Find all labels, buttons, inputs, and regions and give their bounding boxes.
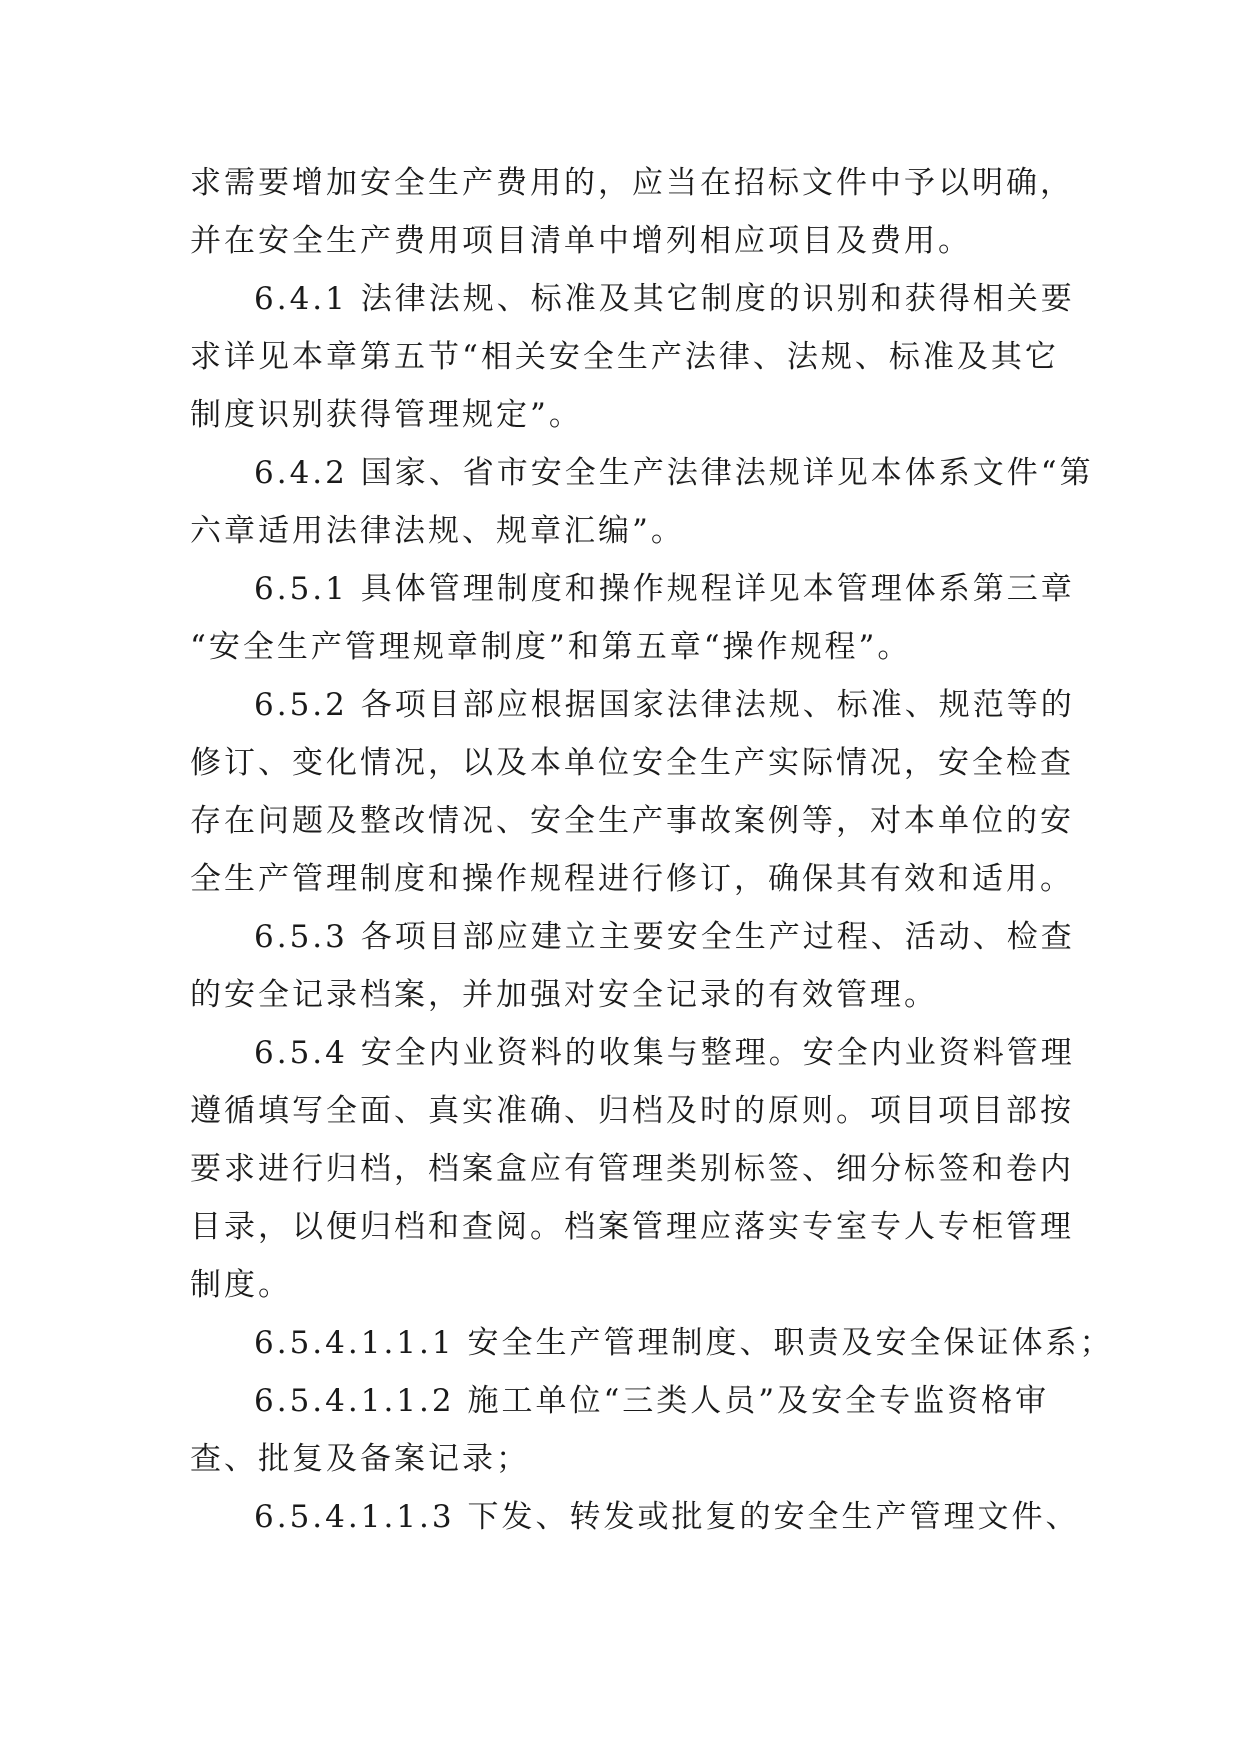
- text-line: 存在问题及整改情况、安全生产事故案例等，对本单位的安: [190, 803, 1074, 839]
- text-line: 的安全记录档案，并加强对安全记录的有效管理。: [190, 977, 938, 1013]
- text-line: 全生产管理制度和操作规程进行修订，确保其有效和适用。: [190, 861, 1074, 897]
- text-line: 查、批复及备案记录；: [190, 1441, 530, 1477]
- text-line: 六章适用法律法规、规章汇编”。: [190, 513, 685, 549]
- text-line: 求详见本章第五节“相关安全生产法律、法规、标准及其它: [190, 339, 1059, 375]
- text-line: 求需要增加安全生产费用的，应当在招标文件中予以明确，: [190, 165, 1074, 201]
- text-line: 6.5.3 各项目部应建立主要安全生产过程、活动、检查: [254, 919, 1075, 955]
- text-line: 6.5.4.1.1.2 施工单位“三类人员”及安全专监资格审: [254, 1383, 1050, 1419]
- text-line: 6.5.1 具体管理制度和操作规程详见本管理体系第三章: [254, 571, 1075, 607]
- text-line: 并在安全生产费用项目清单中增列相应项目及费用。: [190, 223, 972, 259]
- text-line: 遵循填写全面、真实准确、归档及时的原则。项目项目部按: [190, 1093, 1074, 1129]
- text-line: 6.5.4.1.1.1 安全生产管理制度、职责及安全保证体系；: [254, 1325, 1114, 1361]
- text-line: 制度识别获得管理规定”。: [190, 397, 583, 433]
- text-line: 6.5.4 安全内业资料的收集与整理。安全内业资料管理: [254, 1035, 1075, 1071]
- text-line: 6.5.4.1.1.3 下发、转发或批复的安全生产管理文件、: [254, 1499, 1080, 1535]
- text-line: 6.4.2 国家、省市安全生产法律法规详见本体系文件“第: [254, 455, 1094, 491]
- text-line: 6.5.2 各项目部应根据国家法律法规、标准、规范等的: [254, 687, 1075, 723]
- text-line: 修订、变化情况，以及本单位安全生产实际情况，安全检查: [190, 745, 1074, 781]
- text-line: 要求进行归档，档案盒应有管理类别标签、细分标签和卷内: [190, 1151, 1074, 1187]
- text-line: 6.4.1 法律法规、标准及其它制度的识别和获得相关要: [254, 281, 1075, 317]
- text-line: 目录，以便归档和查阅。档案管理应落实专室专人专柜管理: [190, 1209, 1074, 1245]
- text-line: 制度。: [190, 1267, 292, 1303]
- text-line: “安全生产管理规章制度”和第五章“操作规程”。: [190, 629, 912, 665]
- body-text: [190, 154, 1114, 1546]
